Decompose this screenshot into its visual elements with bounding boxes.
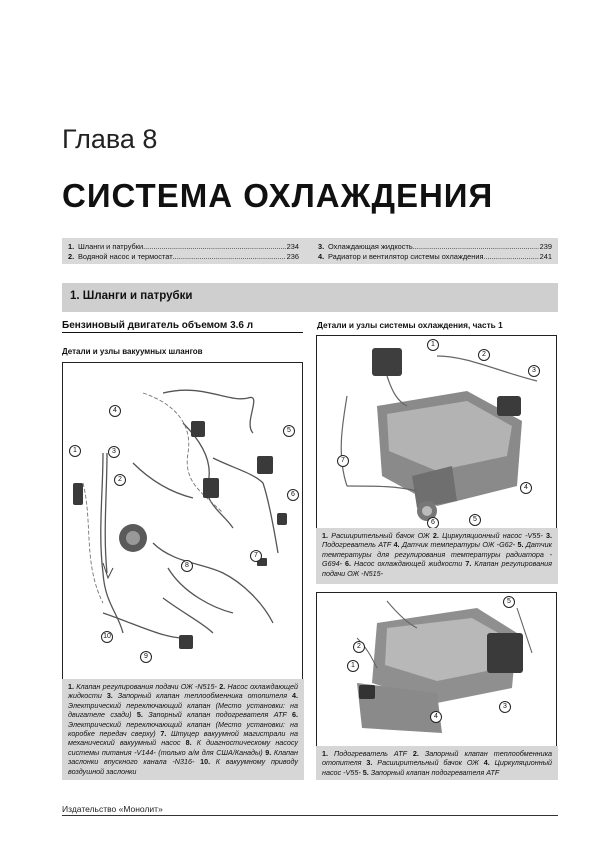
callout-marker: 8 <box>181 560 193 572</box>
cooling-system-figure-2 <box>316 592 557 748</box>
caption-text: К диагностическому насосу системы питания -V144- (только а/м для США/Канады) <box>68 738 298 757</box>
toc-num: 2. <box>68 252 75 261</box>
callout-marker: 3 <box>499 701 511 713</box>
caption-num: 3. <box>106 691 113 701</box>
caption-num: 2. <box>412 749 419 758</box>
callout-marker: 2 <box>114 474 126 486</box>
vacuum-hoses-drawing <box>63 363 302 680</box>
page-title: СИСТЕМА ОХЛАЖДЕНИЯ <box>62 177 494 214</box>
caption-num: 3. <box>366 758 373 768</box>
caption-text: Датчик температуры для регулирования температуры радиатора -G694- <box>322 540 552 569</box>
callout-marker: 10 <box>101 631 113 643</box>
caption-num: 5. <box>362 767 369 777</box>
chapter-number: Глава 8 <box>62 124 158 154</box>
toc-page: 234 <box>286 242 299 251</box>
right-figure-2-caption <box>316 746 558 780</box>
caption-text: Расширительный бачок ОЖ <box>372 758 484 768</box>
caption-text: Датчик температуры ОЖ -G62- <box>399 540 518 550</box>
callout-marker: 5 <box>469 514 481 526</box>
callout-marker: 4 <box>109 405 121 417</box>
caption-text: Электрический переключающий клапан (Место установки: на двигателе сзади) <box>68 700 298 720</box>
toc-num: 4. <box>318 252 325 261</box>
callout-marker: 5 <box>503 596 515 608</box>
caption-text: Запорный клапан подогревателя ATF <box>142 710 292 720</box>
caption-num: 6. <box>292 710 298 720</box>
caption-num: 1. <box>68 682 74 691</box>
callout-marker: 1 <box>69 445 81 457</box>
callout-marker: 6 <box>287 489 299 501</box>
caption-text: Штуцер вакуумной магистрали на механический вакуумный насос <box>68 729 298 748</box>
caption-text: Подогреватель ATF <box>328 749 413 758</box>
toc-num: 1. <box>68 242 75 251</box>
cooling-system-figure-1 <box>316 335 557 530</box>
callout-marker: 4 <box>430 711 442 723</box>
callout-marker: 1 <box>347 660 359 672</box>
callout-marker: 7 <box>250 550 262 562</box>
callout-marker: 3 <box>528 365 540 377</box>
caption-num: 8. <box>185 738 192 748</box>
caption-text: Клапан заслонки впускного канала -N316- <box>68 747 298 767</box>
caption-num: 2. <box>432 531 439 540</box>
engine-drawing-1 <box>317 336 556 529</box>
caption-text: Клапан регулирования подачи ОЖ -N515- <box>74 682 220 691</box>
toc-leader <box>483 252 538 261</box>
toc-page: 239 <box>539 242 552 251</box>
toc-leader <box>173 252 286 261</box>
caption-num: 10. <box>200 757 211 767</box>
section-title: 1. Шланги и патрубки <box>70 290 193 302</box>
left-figure-caption <box>62 679 304 780</box>
right-figure-1-caption <box>316 528 558 584</box>
callout-marker: 6 <box>427 517 439 529</box>
caption-text: Электрический переключающий клапан (Место установки: на коробке передач сверху) <box>68 719 298 739</box>
callout-marker: 2 <box>353 641 365 653</box>
caption-num: 1. <box>322 531 328 540</box>
callout-marker: 9 <box>140 651 152 663</box>
table-of-contents <box>62 238 558 264</box>
callout-marker: 5 <box>283 425 295 437</box>
caption-num: 6. <box>345 559 352 569</box>
left-heading: Бензиновый двигатель объемом 3.6 л <box>62 320 303 333</box>
caption-num: 1. <box>322 749 328 758</box>
callout-marker: 7 <box>337 455 349 467</box>
callout-marker: 3 <box>108 446 120 458</box>
caption-text: Насос охлаждающей жидкости <box>351 559 466 569</box>
caption-text: Запорный клапан подогревателя ATF <box>368 767 500 777</box>
caption-text: Расширительный бачок ОЖ <box>328 531 433 540</box>
right-heading: Детали и узлы системы охлаждения, часть 1 <box>317 320 503 330</box>
callout-marker: 4 <box>520 482 532 494</box>
toc-num: 3. <box>318 242 325 251</box>
toc-page: 241 <box>539 252 552 261</box>
caption-text: Циркуляционный насос -V55- <box>322 758 552 777</box>
caption-text: Запорный клапан теплообменника отопителя <box>112 691 292 701</box>
toc-item[interactable] <box>68 252 299 261</box>
caption-num: 4. <box>393 540 400 550</box>
callout-marker: 1 <box>427 339 439 351</box>
caption-num: 3. <box>546 531 552 540</box>
caption-num: 4. <box>291 691 298 701</box>
caption-num: 4. <box>483 758 490 768</box>
toc-text: Шланги и патрубки <box>78 242 144 251</box>
toc-leader <box>413 242 539 251</box>
footer-divider <box>62 815 558 816</box>
callout-marker: 2 <box>478 349 490 361</box>
toc-item[interactable] <box>68 242 299 251</box>
left-subheading: Детали и узлы вакуумных шлангов <box>62 347 203 356</box>
caption-text: Насос охлаждающей жидкости <box>68 682 298 701</box>
caption-num: 5. <box>136 710 143 720</box>
toc-leader <box>143 242 286 251</box>
caption-text: Подогреватель ATF <box>322 540 394 550</box>
toc-page: 236 <box>286 252 299 261</box>
section-header <box>62 283 558 312</box>
caption-num: 7. <box>160 729 167 739</box>
caption-num: 9. <box>265 747 272 757</box>
toc-item[interactable] <box>318 242 552 251</box>
caption-text: Циркуляционный насос -V55- <box>438 531 546 540</box>
caption-num: 5. <box>517 540 524 550</box>
publisher-footer: Издательство «Монолит» <box>62 804 163 814</box>
toc-item[interactable] <box>318 252 552 261</box>
caption-num: 2. <box>219 682 226 691</box>
toc-text: Охлаждающая жидкость <box>328 242 413 251</box>
caption-text: Запорный клапан теплообменника отопителя <box>322 749 552 768</box>
caption-text: Клапан регулирования подачи ОЖ -N515- <box>322 559 552 578</box>
caption-num: 7. <box>465 559 472 569</box>
toc-text: Радиатор и вентилятор системы охлаждения <box>328 252 484 261</box>
vacuum-hoses-figure <box>62 362 303 681</box>
toc-text: Водяной насос и термостат <box>78 252 173 261</box>
caption-text: К вакуумному приводу воздушной заслонки <box>68 757 298 776</box>
